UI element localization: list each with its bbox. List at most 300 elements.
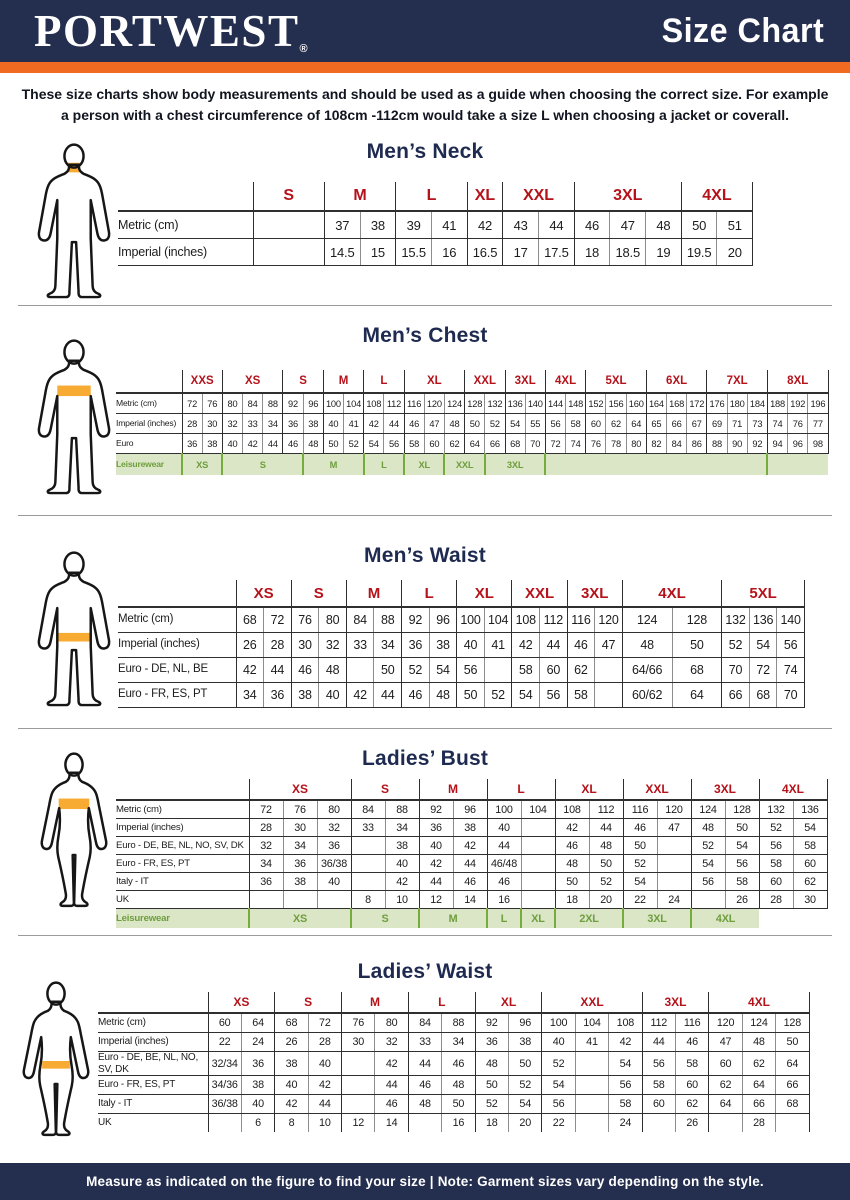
size-cell: 88 bbox=[263, 393, 283, 414]
size-cell: 52 bbox=[485, 414, 505, 434]
size-cell: 56 bbox=[725, 855, 759, 873]
size-cell: 46 bbox=[442, 1052, 475, 1076]
size-cell: 96 bbox=[788, 434, 808, 454]
size-cell: 19.5 bbox=[681, 239, 717, 266]
size-cell: 42 bbox=[243, 434, 263, 454]
size-cell: 38 bbox=[303, 414, 323, 434]
size-cell: 26 bbox=[725, 891, 759, 909]
leisure-size-cell: L bbox=[487, 909, 521, 929]
size-cell: 100 bbox=[457, 607, 485, 633]
size-cell: 36 bbox=[283, 855, 317, 873]
size-cell: 18 bbox=[574, 239, 610, 266]
size-cell: 52 bbox=[484, 683, 512, 708]
size-cell: 74 bbox=[777, 658, 805, 683]
size-cell: 108 bbox=[512, 607, 540, 633]
size-cell: 92 bbox=[283, 393, 303, 414]
size-cell: 104 bbox=[344, 393, 364, 414]
size-cell: 100 bbox=[487, 800, 521, 819]
size-cell: 124 bbox=[742, 1013, 775, 1033]
size-cell: 48 bbox=[555, 855, 589, 873]
size-group-label: 5XL bbox=[586, 370, 647, 393]
size-cell: 54 bbox=[793, 819, 827, 837]
size-cell: 42 bbox=[453, 837, 487, 855]
size-cell: 68 bbox=[749, 683, 777, 708]
size-cell: 28 bbox=[182, 414, 202, 434]
size-cell: 128 bbox=[776, 1013, 809, 1033]
size-cell: 28 bbox=[742, 1114, 775, 1133]
size-cell: 28 bbox=[308, 1033, 341, 1052]
size-cell: 30 bbox=[342, 1033, 375, 1052]
measure-row bbox=[118, 211, 753, 239]
size-cell: 70 bbox=[525, 434, 545, 454]
measure-row bbox=[116, 855, 827, 873]
size-cell: 112 bbox=[384, 393, 404, 414]
size-cell: 40 bbox=[419, 837, 453, 855]
size-cell: 40 bbox=[487, 819, 521, 837]
measure-row bbox=[116, 873, 827, 891]
size-cell: 62 bbox=[742, 1052, 775, 1076]
size-cell: 172 bbox=[687, 393, 707, 414]
size-cell: 52 bbox=[475, 1095, 508, 1114]
size-cell: 44 bbox=[539, 211, 575, 239]
leisure-size-cell: XS bbox=[249, 909, 351, 929]
size-cell: 88 bbox=[442, 1013, 475, 1033]
size-group-label: M bbox=[419, 779, 487, 800]
size-cell bbox=[342, 1052, 375, 1076]
size-cell: 62 bbox=[606, 414, 626, 434]
size-group-label: 4XL bbox=[709, 992, 809, 1013]
size-cell: 33 bbox=[243, 414, 263, 434]
size-cell: 42 bbox=[512, 633, 540, 658]
size-group-label: L bbox=[408, 992, 475, 1013]
size-cell: 68 bbox=[672, 658, 722, 683]
size-cell: 96 bbox=[429, 607, 457, 633]
size-cell: 42 bbox=[236, 658, 264, 683]
size-cell: 108 bbox=[609, 1013, 642, 1033]
size-group-label: 4XL bbox=[681, 182, 752, 211]
size-cell: 32 bbox=[222, 414, 242, 434]
size-cell: 36 bbox=[249, 873, 283, 891]
figure-female-waist-icon bbox=[13, 980, 99, 1142]
leisure-size-cell: S bbox=[222, 454, 303, 476]
size-cell bbox=[253, 211, 324, 239]
size-cell: 116 bbox=[623, 800, 657, 819]
size-cell: 76 bbox=[342, 1013, 375, 1033]
size-cell: 50 bbox=[442, 1095, 475, 1114]
size-cell: 84 bbox=[408, 1013, 441, 1033]
size-cell: 52 bbox=[589, 873, 623, 891]
size-cell: 60 bbox=[424, 434, 444, 454]
size-cell: 60 bbox=[208, 1013, 241, 1033]
size-cell: 82 bbox=[646, 434, 666, 454]
size-cell: 58 bbox=[759, 855, 793, 873]
footer-text: Measure as indicated on the figure to find your size | Note: Garment sizes vary depending on the style. bbox=[86, 1174, 764, 1189]
size-cell: 54 bbox=[505, 414, 525, 434]
size-cell bbox=[342, 1095, 375, 1114]
size-cell: 36 bbox=[402, 633, 430, 658]
size-cell: 56 bbox=[777, 633, 805, 658]
footer-bar bbox=[0, 1163, 850, 1200]
size-cell: 104 bbox=[521, 800, 555, 819]
size-cell: 128 bbox=[672, 607, 722, 633]
size-cell: 80 bbox=[222, 393, 242, 414]
size-cell: 44 bbox=[642, 1033, 675, 1052]
leisure-size-cell: XL bbox=[521, 909, 555, 929]
size-cell: 32 bbox=[249, 837, 283, 855]
size-cell: 72 bbox=[182, 393, 202, 414]
figure-male-waist-icon bbox=[31, 550, 117, 712]
size-cell: 120 bbox=[657, 800, 691, 819]
size-group-header-row bbox=[116, 779, 827, 800]
size-cell: 44 bbox=[589, 819, 623, 837]
size-cell: 100 bbox=[542, 1013, 575, 1033]
size-table-ladies-waist bbox=[98, 992, 810, 1132]
size-cell: 60/62 bbox=[622, 683, 672, 708]
size-cell: 108 bbox=[364, 393, 384, 414]
size-cell: 62 bbox=[675, 1095, 708, 1114]
female-silhouette bbox=[31, 751, 117, 913]
size-cell: 54 bbox=[623, 873, 657, 891]
size-cell: 64 bbox=[742, 1076, 775, 1095]
size-cell: 28 bbox=[264, 633, 292, 658]
size-cell: 54 bbox=[512, 683, 540, 708]
size-cell: 41 bbox=[431, 211, 467, 239]
size-cell bbox=[709, 1114, 742, 1133]
size-cell: 108 bbox=[555, 800, 589, 819]
size-cell: 42 bbox=[555, 819, 589, 837]
size-cell: 56 bbox=[759, 837, 793, 855]
size-cell: 60 bbox=[709, 1052, 742, 1076]
measure-row bbox=[118, 239, 753, 266]
size-cell: 77 bbox=[808, 414, 828, 434]
size-cell: 20 bbox=[589, 891, 623, 909]
size-cell: 76 bbox=[586, 434, 606, 454]
size-cell: 120 bbox=[709, 1013, 742, 1033]
male-silhouette bbox=[31, 338, 117, 500]
size-cell: 54 bbox=[691, 855, 725, 873]
size-cell: 64 bbox=[672, 683, 722, 708]
size-cell: 46 bbox=[408, 1076, 441, 1095]
male-silhouette bbox=[31, 550, 117, 712]
size-cell bbox=[657, 855, 691, 873]
size-cell: 50 bbox=[725, 819, 759, 837]
size-cell: 40 bbox=[457, 633, 485, 658]
size-cell: 71 bbox=[727, 414, 747, 434]
size-cell: 96 bbox=[453, 800, 487, 819]
size-cell: 124 bbox=[622, 607, 672, 633]
size-cell: 58 bbox=[609, 1095, 642, 1114]
size-cell: 64 bbox=[776, 1052, 809, 1076]
size-cell: 140 bbox=[525, 393, 545, 414]
corner-cell bbox=[98, 992, 208, 1013]
leisurewear-label: Leisurewear bbox=[116, 454, 182, 476]
size-cell: 34 bbox=[249, 855, 283, 873]
size-cell bbox=[521, 837, 555, 855]
size-cell: 66 bbox=[776, 1076, 809, 1095]
measurement-band bbox=[57, 386, 90, 397]
size-cell: 184 bbox=[747, 393, 767, 414]
size-cell: 42 bbox=[364, 414, 384, 434]
size-cell: 50 bbox=[589, 855, 623, 873]
size-cell: 18.5 bbox=[610, 239, 646, 266]
measure-row bbox=[98, 1052, 809, 1076]
size-cell: 36 bbox=[182, 434, 202, 454]
size-cell: 14 bbox=[375, 1114, 408, 1133]
size-cell: 54 bbox=[509, 1095, 542, 1114]
size-cell: 136 bbox=[505, 393, 525, 414]
size-cell: 52 bbox=[722, 633, 750, 658]
measure-row bbox=[116, 800, 827, 819]
size-cell: 94 bbox=[767, 434, 787, 454]
size-cell: 48 bbox=[303, 434, 323, 454]
size-table-ladies-bust bbox=[116, 779, 828, 928]
row-label: Euro - DE, NL, BE bbox=[118, 658, 236, 683]
size-cell: 32/34 bbox=[208, 1052, 241, 1076]
row-label: Italy - IT bbox=[116, 873, 249, 891]
size-cell: 19 bbox=[646, 239, 682, 266]
size-cell: 47 bbox=[424, 414, 444, 434]
size-cell: 84 bbox=[346, 607, 374, 633]
size-cell: 48 bbox=[408, 1095, 441, 1114]
size-cell: 14.5 bbox=[324, 239, 360, 266]
size-cell: 34 bbox=[236, 683, 264, 708]
size-cell: 46 bbox=[402, 683, 430, 708]
size-cell: 64 bbox=[626, 414, 646, 434]
size-cell: 34 bbox=[442, 1033, 475, 1052]
registered-mark: ® bbox=[299, 42, 308, 55]
size-cell: 92 bbox=[419, 800, 453, 819]
size-cell: 22 bbox=[208, 1033, 241, 1052]
size-cell bbox=[776, 1114, 809, 1133]
size-cell: 68 bbox=[275, 1013, 308, 1033]
row-label: Italy - IT bbox=[98, 1095, 208, 1114]
size-cell: 100 bbox=[323, 393, 343, 414]
size-group-label: L bbox=[487, 779, 555, 800]
size-cell: 30 bbox=[291, 633, 319, 658]
row-label: Imperial (inches) bbox=[116, 414, 182, 434]
size-cell: 48 bbox=[475, 1052, 508, 1076]
size-cell: 50 bbox=[374, 658, 402, 683]
size-cell: 46 bbox=[291, 658, 319, 683]
size-cell: 112 bbox=[589, 800, 623, 819]
size-cell bbox=[657, 873, 691, 891]
row-label: Euro - FR, ES, PT bbox=[116, 855, 249, 873]
size-cell: 15.5 bbox=[396, 239, 432, 266]
size-group-label: XL bbox=[555, 779, 623, 800]
size-cell: 30 bbox=[793, 891, 827, 909]
corner-cell bbox=[118, 182, 253, 211]
size-cell: 84 bbox=[667, 434, 687, 454]
section-title: Ladies’ Waist bbox=[357, 960, 493, 983]
figure-male-neck-icon bbox=[31, 142, 117, 304]
size-cell: 50 bbox=[465, 414, 485, 434]
row-label: Imperial (inches) bbox=[116, 819, 249, 837]
size-group-label: L bbox=[396, 182, 467, 211]
size-group-label: XXL bbox=[623, 779, 691, 800]
size-cell: 46 bbox=[375, 1095, 408, 1114]
measure-row bbox=[116, 891, 827, 909]
size-cell: 56 bbox=[609, 1076, 642, 1095]
size-cell: 50 bbox=[681, 211, 717, 239]
size-cell: 72 bbox=[545, 434, 565, 454]
size-cell: 42 bbox=[609, 1033, 642, 1052]
size-cell bbox=[575, 1076, 608, 1095]
size-cell: 120 bbox=[424, 393, 444, 414]
size-group-label: L bbox=[402, 580, 457, 607]
size-cell: 44 bbox=[264, 658, 292, 683]
size-cell: 80 bbox=[626, 434, 646, 454]
size-cell: 66 bbox=[667, 414, 687, 434]
size-cell: 64 bbox=[465, 434, 485, 454]
size-cell: 56 bbox=[545, 414, 565, 434]
size-group-label: M bbox=[342, 992, 409, 1013]
size-cell: 48 bbox=[319, 658, 347, 683]
size-group-label: 3XL bbox=[691, 779, 759, 800]
section-mens-neck bbox=[18, 126, 832, 306]
row-label: Imperial (inches) bbox=[118, 239, 253, 266]
size-cell: 36 bbox=[283, 414, 303, 434]
size-cell: 58 bbox=[793, 837, 827, 855]
size-cell: 15 bbox=[360, 239, 396, 266]
measure-row bbox=[98, 1013, 809, 1033]
size-cell: 74 bbox=[767, 414, 787, 434]
leisure-size-cell: M bbox=[303, 454, 364, 476]
size-cell: 88 bbox=[707, 434, 727, 454]
size-cell: 56 bbox=[642, 1052, 675, 1076]
size-cell: 42 bbox=[467, 211, 503, 239]
size-cell: 72 bbox=[308, 1013, 341, 1033]
leisure-size-cell: L bbox=[364, 454, 404, 476]
size-cell bbox=[249, 891, 283, 909]
size-cell: 47 bbox=[610, 211, 646, 239]
size-cell: 60 bbox=[675, 1076, 708, 1095]
size-cell: 192 bbox=[788, 393, 808, 414]
size-group-label: XS bbox=[208, 992, 275, 1013]
size-cell: 34 bbox=[263, 414, 283, 434]
size-group-label: XS bbox=[236, 580, 291, 607]
size-cell bbox=[521, 873, 555, 891]
size-cell: 148 bbox=[566, 393, 586, 414]
row-label: Metric (cm) bbox=[118, 211, 253, 239]
size-cell: 160 bbox=[626, 393, 646, 414]
corner-cell bbox=[116, 370, 182, 393]
size-cell: 42 bbox=[346, 683, 374, 708]
size-cell: 32 bbox=[319, 633, 347, 658]
intro-line-1: These size charts show body measurements and should be used as a guide when choosing the correct size. For example bbox=[21, 86, 829, 102]
size-group-label: 6XL bbox=[646, 370, 707, 393]
size-group-label: XXL bbox=[542, 992, 642, 1013]
size-cell: 26 bbox=[675, 1114, 708, 1133]
size-cell: 44 bbox=[374, 683, 402, 708]
size-cell: 48 bbox=[622, 633, 672, 658]
size-group-label: XS bbox=[222, 370, 283, 393]
size-group-label: 3XL bbox=[642, 992, 709, 1013]
size-cell: 33 bbox=[346, 633, 374, 658]
size-cell: 48 bbox=[589, 837, 623, 855]
size-cell: 72 bbox=[264, 607, 292, 633]
size-cell bbox=[575, 1095, 608, 1114]
leisure-size-cell: 3XL bbox=[485, 454, 546, 476]
figure-male-chest-icon bbox=[31, 338, 117, 500]
size-cell: 64 bbox=[241, 1013, 274, 1033]
size-cell bbox=[521, 855, 555, 873]
size-cell: 64/66 bbox=[622, 658, 672, 683]
size-cell: 58 bbox=[725, 873, 759, 891]
size-cell: 164 bbox=[646, 393, 666, 414]
size-cell: 70 bbox=[777, 683, 805, 708]
size-cell: 36 bbox=[317, 837, 351, 855]
size-group-label: 3XL bbox=[574, 182, 681, 211]
measure-row bbox=[98, 1114, 809, 1133]
size-cell: 40 bbox=[317, 873, 351, 891]
size-group-label: 3XL bbox=[505, 370, 545, 393]
size-cell: 14 bbox=[453, 891, 487, 909]
size-cell: 26 bbox=[236, 633, 264, 658]
size-cell: 116 bbox=[675, 1013, 708, 1033]
size-cell: 33 bbox=[408, 1033, 441, 1052]
size-cell: 40 bbox=[222, 434, 242, 454]
measure-row bbox=[98, 1033, 809, 1052]
size-cell: 92 bbox=[402, 607, 430, 633]
size-cell: 24 bbox=[657, 891, 691, 909]
measure-row bbox=[98, 1095, 809, 1114]
leisure-size-cell: 4XL bbox=[691, 909, 759, 929]
size-cell: 47 bbox=[657, 819, 691, 837]
size-cell: 48 bbox=[742, 1033, 775, 1052]
row-label: Euro bbox=[116, 434, 182, 454]
size-cell: 60 bbox=[586, 414, 606, 434]
size-cell: 16 bbox=[431, 239, 467, 266]
size-cell: 44 bbox=[408, 1052, 441, 1076]
measure-row bbox=[118, 658, 804, 683]
size-cell: 88 bbox=[374, 607, 402, 633]
size-cell: 128 bbox=[725, 800, 759, 819]
size-cell: 44 bbox=[375, 1076, 408, 1095]
size-cell: 136 bbox=[793, 800, 827, 819]
row-label: Imperial (inches) bbox=[118, 633, 236, 658]
size-cell: 40 bbox=[323, 414, 343, 434]
size-cell: 52 bbox=[623, 855, 657, 873]
size-cell: 50 bbox=[623, 837, 657, 855]
page-title: Size Chart bbox=[661, 11, 824, 50]
measure-row bbox=[116, 434, 828, 454]
size-cell: 52 bbox=[691, 837, 725, 855]
size-cell: 84 bbox=[351, 800, 385, 819]
size-cell: 60 bbox=[759, 873, 793, 891]
size-cell: 40 bbox=[542, 1033, 575, 1052]
size-cell: 86 bbox=[687, 434, 707, 454]
size-cell: 41 bbox=[344, 414, 364, 434]
size-cell: 38 bbox=[453, 819, 487, 837]
size-cell: 42 bbox=[385, 873, 419, 891]
size-cell: 40 bbox=[385, 855, 419, 873]
intro-line-2: a person with a chest circumference of 108cm -112cm would take a size L when choosing a jacket or coverall. bbox=[60, 107, 790, 123]
size-cell: 60 bbox=[793, 855, 827, 873]
size-cell: 65 bbox=[646, 414, 666, 434]
size-cell: 41 bbox=[484, 633, 512, 658]
figure-female-bust-icon bbox=[31, 751, 117, 913]
size-cell: 8 bbox=[275, 1114, 308, 1133]
size-cell: 144 bbox=[545, 393, 565, 414]
row-label: Metric (cm) bbox=[116, 393, 182, 414]
corner-cell bbox=[116, 779, 249, 800]
size-cell: 176 bbox=[707, 393, 727, 414]
size-cell: 42 bbox=[419, 855, 453, 873]
size-cell: 44 bbox=[540, 633, 568, 658]
size-cell: 46 bbox=[675, 1033, 708, 1052]
section-mens-chest bbox=[18, 306, 832, 516]
size-cell: 12 bbox=[342, 1114, 375, 1133]
